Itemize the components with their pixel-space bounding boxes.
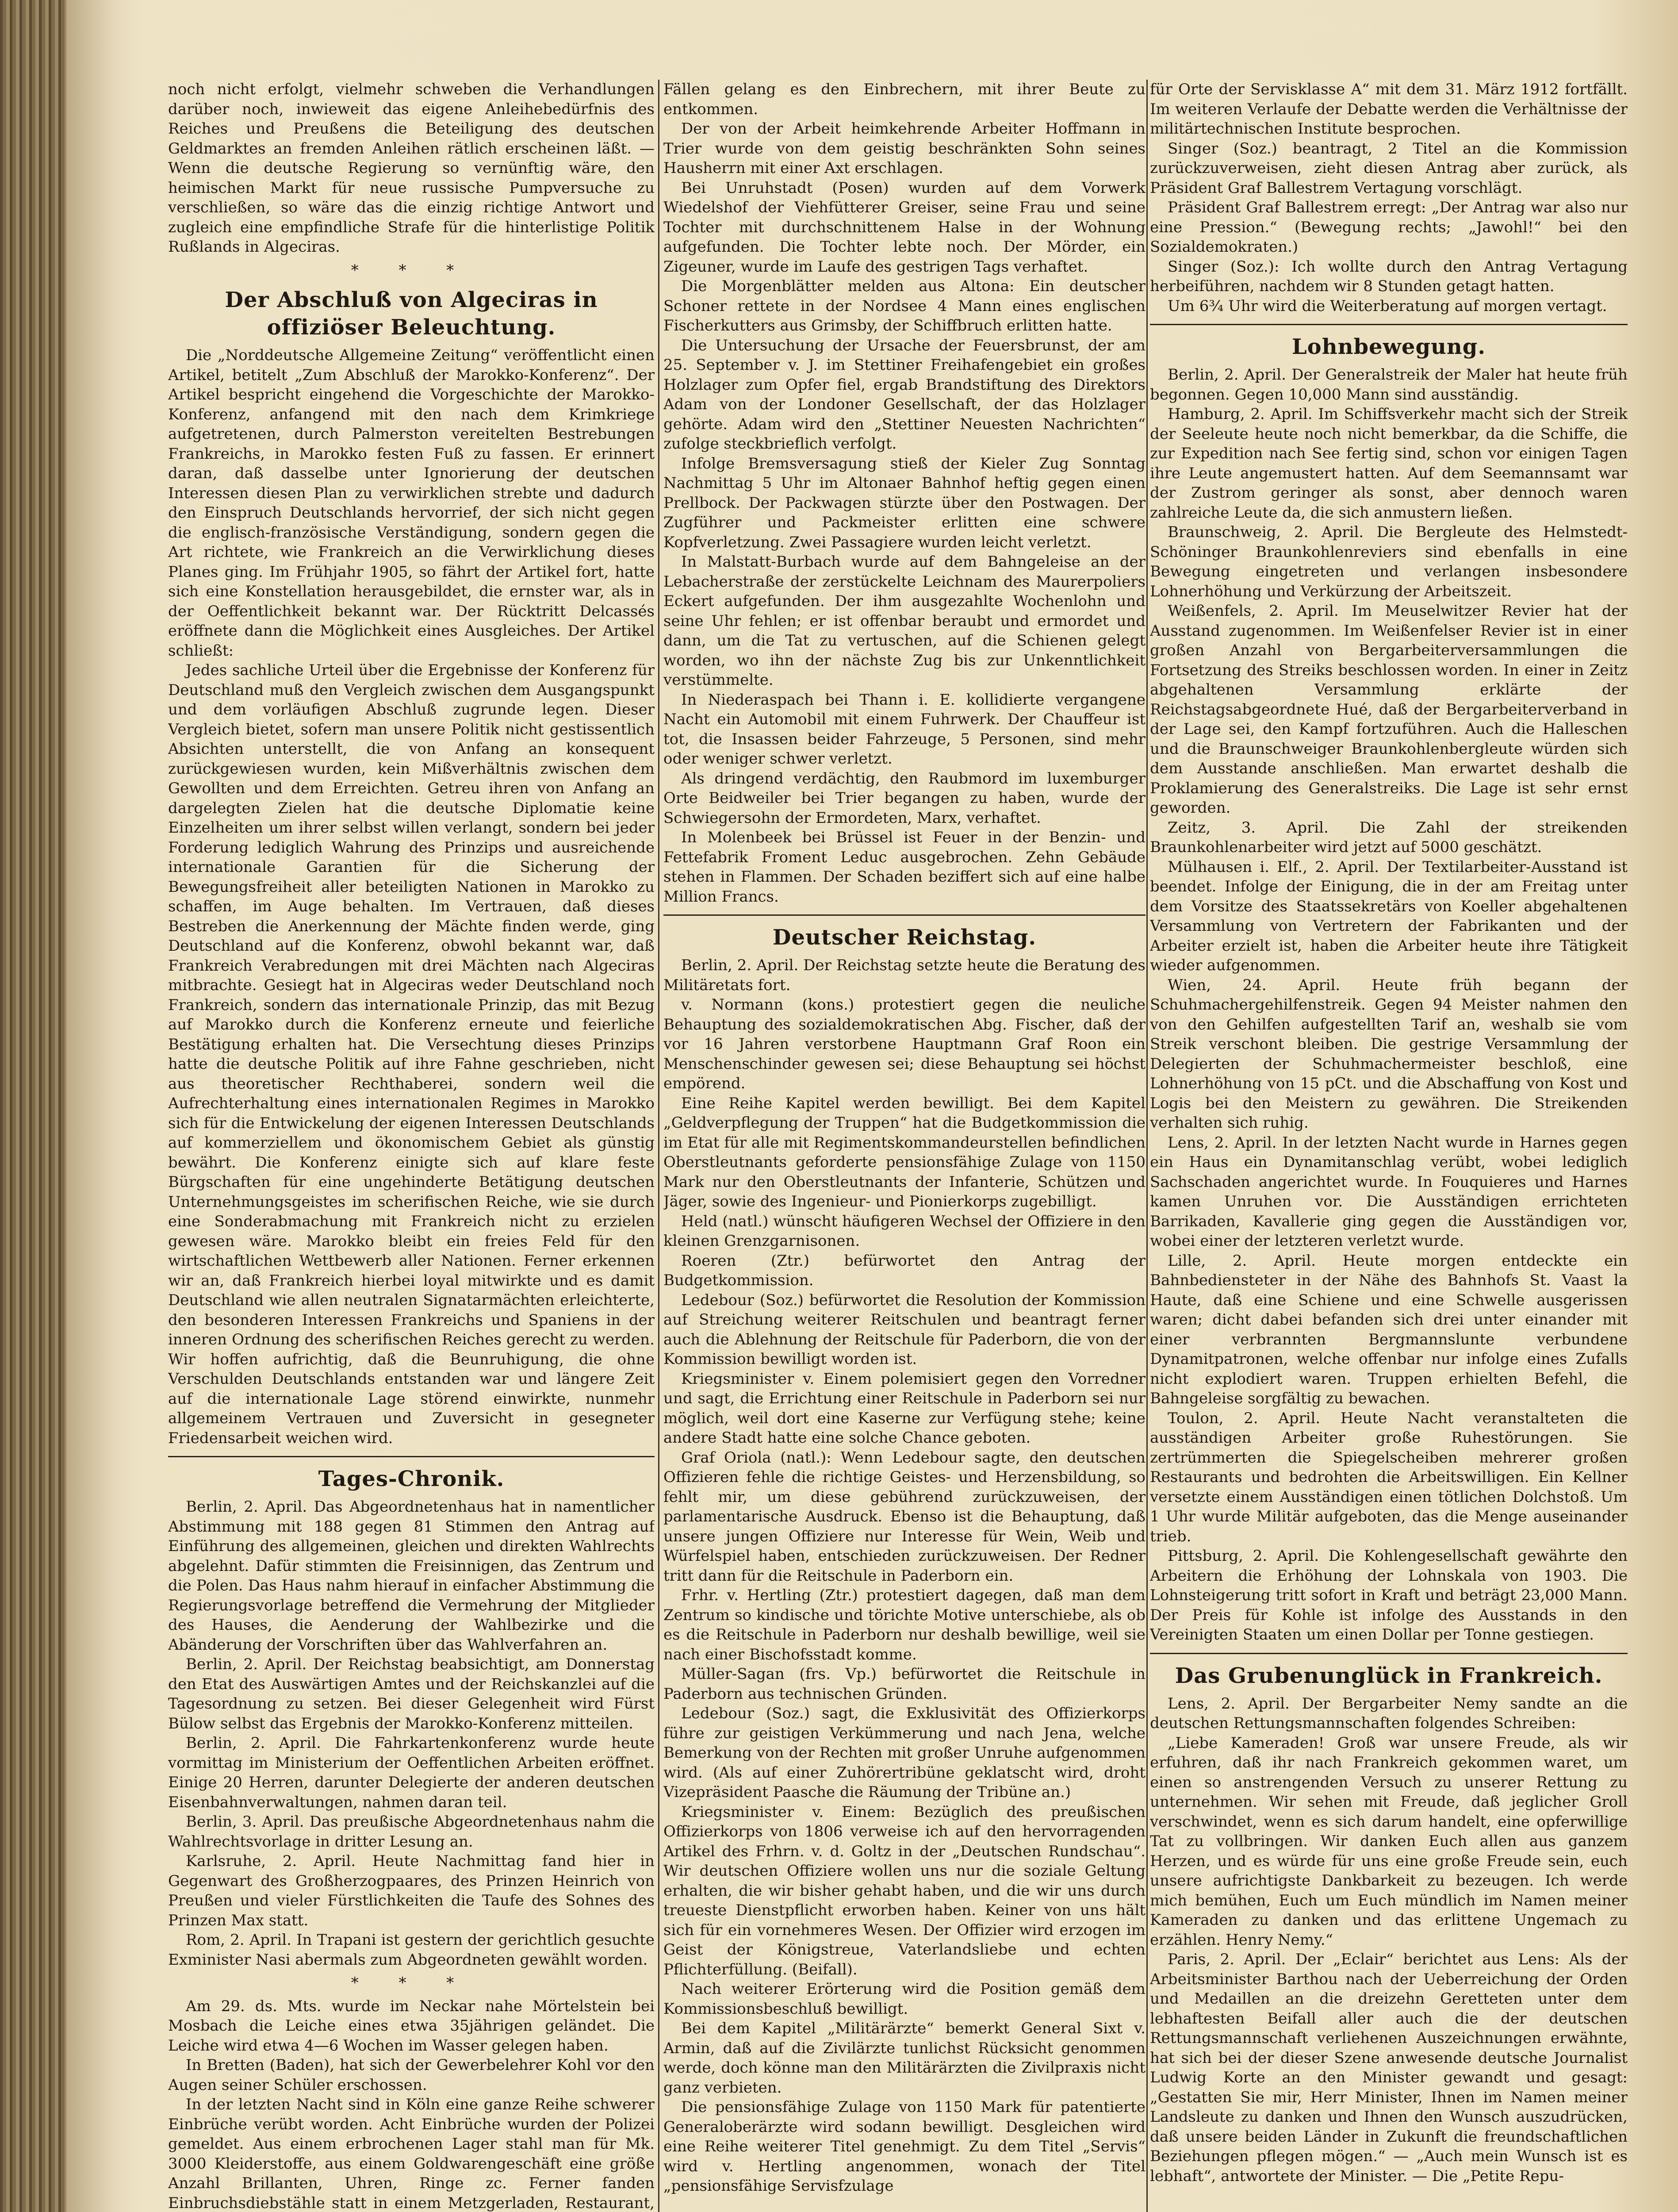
text-paragraph: Paris, 2. April. Der „Eclair“ berichtet aus Lens: Als der Arbeitsminister Barthou nach der Ueberreichung der Orden und Medaillen an die dreizehn Geretteten unter dem lebhaftesten Beifall aller auch die der deutschen Rettungsmannschaft verliehenen Auszeichnungen erwähnte, hat sich bei der dieser Szene anwesende deutsche Journalist Ludwig Korte an den Minister gewandt und gesagt: „Gestatten Sie mir, Herr Minister, Ihnen im Namen meiner Landsleute zu danken und Ihnen den Wunsch auszudrücken, daß unsere beiden Länder in Zukunft die freundschaftlichen Beziehungen pflegen mögen.“ — „Auch mein Wunsch ist es lebhaft“, antwortete der Minister. — Die „Petite Repu- bbox=[1150, 1951, 1628, 2185]
text-paragraph: Um 6¾ Uhr wird die Weiterberatung auf morgen vertagt. bbox=[1168, 297, 1607, 315]
text-paragraph: Karlsruhe, 2. April. Heute Nachmittag fand hier in Gegenwart des Großherzogpaares, des Prinzen Heinrich von Preußen und vieler Fürstlichkeiten die Taufe des Sohnes des Prinzen Max statt. bbox=[168, 1852, 655, 1929]
column-rule bbox=[658, 80, 659, 2212]
text-paragraph: In Molenbeek bei Brüssel ist Feuer in der Benzin- und Fettefabrik Froment Leduc ausgebrochen. Zehn Gebäude stehen in Flammen. Der Schaden beziffert sich auf eine halbe Million Francs. bbox=[663, 829, 1145, 906]
text-paragraph: für Orte der Servisklasse A“ mit dem 31. März 1912 fortfällt. Im weiteren Verlaufe der Debatte werden die Verhältnisse der militärtechnischen Institute besprochen. bbox=[1150, 81, 1628, 138]
rule bbox=[1150, 324, 1628, 325]
text-paragraph: In Bretten (Baden), hat sich der Gewerbelehrer Kohl vor den Augen seiner Schüler erschossen. bbox=[168, 2056, 655, 2094]
book-binding bbox=[0, 0, 66, 2212]
text-paragraph: Berlin, 2. April. Der Generalstreik der Maler hat heute früh begonnen. Gegen 10,000 Mann sind ausständig. bbox=[1150, 366, 1628, 403]
text-paragraph: Die pensionsfähige Zulage von 1150 Mark für patentierte Generaloberärzte wird sodann bewilligt. Desgleichen wird eine Reihe weiterer Titel genehmigt. Zu dem Titel „Servis“ wird v. Hertling angenommen, wonach der Titel „pensionsfähige Servisfzulage bbox=[663, 2098, 1145, 2195]
separator-stars: * * * bbox=[351, 1974, 472, 1992]
section-heading: Lohnbewegung. bbox=[1291, 334, 1486, 359]
text-paragraph: In Malstatt-Burbach wurde auf dem Bahngeleise an der Lebacherstraße der zerstückelte Leichnam des Maurerpoliers Eckert aufgefunden. Der ihm ausgezahlte Wochenlohn und seine Uhr fehlen; er ist offenbar beraubt und ermordet und dann, um die Tat zu vertuschen, auf die Schienen gelegt worden, wo ihn der nächste Zug bis zur Unkenntlichkeit verstümmelte. bbox=[663, 553, 1145, 689]
text-paragraph: Präsident Graf Ballestrem erregt: „Der Antrag war also nur eine Pression.“ (Bewegung rechts; „Jawohl!“ bei den Sozialdemokraten.) bbox=[1150, 199, 1628, 256]
text-paragraph: Ledebour (Soz.) befürwortet die Resolution der Kommission auf Streichung weiterer Reitschulen und beantragt ferner auch die Ablehnung der Reitschule für Paderborn, die von der Kommission bewilligt worden ist. bbox=[663, 1291, 1145, 1368]
text-paragraph: Singer (Soz.): Ich wollte durch den Antrag Vertagung herbeiführen, nachdem wir 8 Stunden getagt hatten. bbox=[1150, 257, 1628, 295]
text-paragraph: Lille, 2. April. Heute morgen entdeckte ein Bahnbediensteter in der Nähe des Bahnhofs St. Vaast la Haute, daß eine Schiene und eine Schwelle ausgerissen waren; dicht dabei befanden sich drei unter einander mit einer verbrannten Bergmannslunte verbundene Dynamitpatronen, welche offenbar nur infolge eines Zufalls nicht explodiert waren. Truppen erhielten Befehl, die Bahngeleise sorgfältig zu bewachen. bbox=[1150, 1252, 1628, 1407]
rule bbox=[663, 914, 1145, 916]
text-paragraph: Die Morgenblätter melden aus Altona: Ein deutscher Schoner rettete in der Nordsee 4 Mann eines englischen Fischerkutters aus Grimsby, der Schiffbruch erlitten hatte. bbox=[663, 277, 1145, 334]
text-paragraph: Braunschweig, 2. April. Die Bergleute des Helmstedt-Schöninger Braunkohlenreviers sind ebenfalls in eine Bewegung eingetreten und verlangen insbesondere Lohnerhöhung und Verkürzung der Arbeitszeit. bbox=[1150, 523, 1628, 600]
text-paragraph: Rom, 2. April. In Trapani ist gestern der gerichtlich gesuchte Exminister Nasi abermals zum Abgeordneten gewählt worden. bbox=[168, 1931, 655, 1969]
text-paragraph: Singer (Soz.) beantragt, 2 Titel an die Kommission zurückzuverweisen, zieht diesen Antrag aber zurück, als Präsident Graf Ballestrem Vertagung vorschlägt. bbox=[1150, 139, 1628, 197]
text-paragraph: Frhr. v. Hertling (Ztr.) protestiert dagegen, daß man dem Zentrum so kindische und törichte Motive unterschiebe, als ob es die Reitschule in Paderborn nur deshalb bewillige, weil sie nach einer Bischofsstadt komme. bbox=[663, 1586, 1145, 1663]
text-paragraph: Am 29. ds. Mts. wurde im Neckar nahe Mörtelstein bei Mosbach die Leiche eines etwa 35jährigen geländet. Die Leiche wird etwa 4—6 Wochen im Wasser gelegen haben. bbox=[168, 1997, 655, 2055]
column-3 bbox=[1150, 80, 1628, 2186]
text-paragraph: Müller-Sagan (frs. Vp.) befürwortet die Reitschule in Paderborn aus technischen Gründen. bbox=[663, 1665, 1145, 1703]
text-paragraph: Ledebour (Soz.) sagt, die Exklusivität des Offizierkorps führe zur geistigen Verkümmerung und nach Jena, welche Bemerkung von der Rechten mit großer Unruhe aufgenommen wird. (Als auf einer Zuhörertribüne geklatscht wird, droht Vizepräsident Paasche die Räumung der Tribüne an.) bbox=[663, 1705, 1145, 1801]
text-paragraph: Lens, 2. April. In der letzten Nacht wurde in Harnes gegen ein Haus ein Dynamitanschlag verübt, wobei lediglich Sachschaden angerichtet wurde. In Fouquieres und Harnes kamen Unruhen vor. Die Ausständigen errichteten Barrikaden, Kavallerie ging gegen die Ausständigen vor, wobei einer der letzteren verletzt wurde. bbox=[1150, 1133, 1628, 1250]
column-1 bbox=[168, 80, 655, 2212]
text-paragraph: Als dringend verdächtig, den Raubmord im luxemburger Orte Beidweiler bei Trier begangen zu haben, wurde der Schwiegersohn der Ermordeten, Marx, verhaftet. bbox=[663, 769, 1145, 827]
rule bbox=[1150, 1653, 1628, 1654]
text-paragraph: Hamburg, 2. April. Im Schiffsverkehr macht sich der Streik der Seeleute heute noch nicht bemerkbar, da die Schiffe, die zur Expedition nach See fertig sind, schon vor einigen Tagen ihre Leute angemustert hatten. Auf dem Seemannsamt war der Zustrom geringer als sonst, aber dennoch waren zahlreiche Leute da, die sich anmustern ließen. bbox=[1150, 405, 1628, 522]
text-paragraph: Roeren (Ztr.) befürwortet den Antrag der Budgetkommission. bbox=[663, 1252, 1145, 1289]
rule bbox=[168, 1456, 655, 1457]
column-rule bbox=[1146, 80, 1148, 2212]
text-paragraph: Pittsburg, 2. April. Die Kohlengesellschaft gewährte den Arbeitern die Erhöhung der Lohnskala von 1903. Die Lohnsteigerung tritt sofort in Kraft und beträgt 23,000 Mann. Der Preis für Kohle ist infolge des Ausstands in den Vereinigten Staaten um einen Dollar per Tonne gestiegen. bbox=[1150, 1547, 1628, 1644]
text-paragraph: Die Untersuchung der Ursache der Feuersbrunst, der am 25. September v. J. im Stettiner Freihafengebiet ein großes Holzlager zum Opfer fiel, ergab Brandstiftung des Direktors Adam von der Londoner Gesellschaft, der das Holzlager gehörte. Adam wird den „Stettiner Neuesten Nachrichten“ zufolge steckbrieflich verfolgt. bbox=[663, 336, 1145, 453]
separator-stars: * * * bbox=[351, 261, 472, 279]
text-paragraph: Zeitz, 3. April. Die Zahl der streikenden Braunkohlenarbeiter wird jetzt auf 5000 geschätzt. bbox=[1150, 818, 1628, 856]
text-paragraph: Kriegsminister v. Einem polemisiert gegen den Vorredner und sagt, die Errichtung einer Reitschule in Paderborn sei nur möglich, weil dort eine Kaserne zur Verfügung stehe; keine andere Stadt hatte eine solche Chance geboten. bbox=[663, 1370, 1145, 1447]
column-2 bbox=[663, 80, 1145, 2196]
text-paragraph: Fällen gelang es den Einbrechern, mit ihrer Beute zu entkommen. bbox=[663, 81, 1145, 118]
text-paragraph: Berlin, 2. April. Das Abgeordnetenhaus hat in namentlicher Abstimmung mit 188 gegen 81 Stimmen den Antrag auf Einführung des allgemeinen, gleichen und direkten Wahlrechts abgelehnt. Dafür stimmten die Freisinnigen, das Zentrum und die Polen. Das Haus nahm hierauf in einfacher Abstimmung die Regierungsvorlage betreffend die Vermehrung der Mitglieder des Hauses, die Aenderung der Wahlbezirke und die Abänderung der Vorschriften über das Wahlverfahren an. bbox=[168, 1498, 655, 1654]
text-paragraph: Jedes sachliche Urteil über die Ergebnisse der Konferenz für Deutschland muß den Vergleich zwischen dem Ausgangspunkt und dem vorläufigen Abschluß zugrunde legen. Dieser Vergleich bietet, sofern man unsere Politik nicht gestissentlich Absichten unterstellt, die von Anfang an konsequent zurückgewiesen wurden, kein Mißverhältnis zwischen dem Gewollten und dem Erreichten. Getreu ihren von Anfang an dargelegten Zielen hat die deutsche Diplomatie keine Einzelheiten um ihrer selbst willen verlangt, sondern bei jeder Forderung lediglich Wahrung des Prinzips und ausreichende internationale Garantien für die Sicherung der Bewegungsfreiheit aller beteiligten Nationen in Marokko zu schaffen, im Auge behalten. Im Vertrauen, daß dieses Bestreben die Anerkennung der Mächte finden werde, ging Deutschland auf die Konferenz, obwohl bekannt war, daß Frankreich Verabredungen mit drei Mächten nach Algeciras mitbrachte. Gesiegt hat in Algeciras weder Deutschland noch Frankreich, sondern das internationale Prinzip, das mit Bezug auf Marokko durch die Konferenz erneute und feierliche Bestätigung erhalten hat. Die Versechtung dieses Prinzips hatte die deutsche Politik auf ihre Fahne geschrieben, nicht aus theoretischer Rechthaberei, sondern weil die Aufrechterhaltung eines internationalen Regimes in Marokko sich für die Entwickelung der eigenen Interessen Deutschlands auf kommerziellem und ökonomischem Gebiet als günstig bewährt. Die Konferenz einigte sich auf klare feste Bürgschaften für eine ungehinderte Betätigung deutschen Unternehmungsgeistes im scherifischen Reiche, wie sie durch eine Sonderabmachung mit Frankreich nicht zu erzielen gewesen wäre. Marokko bleibt ein freies Feld für den wirtschaftlichen Wettbewerb aller Nationen. Ferner erkennen wir an, daß Frankreich hierbei loyal mitwirkte und es damit Deutschland wie allen neutralen Signatarmächten erleichterte, den besonderen Interessen Frankreichs und Spaniens in der inneren Ordnung des scherifischen Reiches gerecht zu werden. Wir hoffen aufrichtig, daß die Beunruhigung, die ohne Verschulden Deutschlands entstanden war und längere Zeit auf die internationale Lage störend einwirkte, nunmehr allgemeinem Vertrauen und Zuversicht in gesegneter Friedensarbeit weichen wird. bbox=[168, 661, 655, 1447]
text-paragraph: Berlin, 3. April. Das preußische Abgeordnetenhaus nahm die Wahlrechtsvorlage in dritter Lesung an. bbox=[168, 1813, 655, 1851]
text-paragraph: v. Normann (kons.) protestiert gegen die neuliche Behauptung des sozialdemokratischen Abg. Fischer, daß der vor 16 Jahren verstorbene Hauptmann Graf Roon ein Menschenschinder gewesen sei; diese Behauptung sei höchst empörend. bbox=[663, 996, 1145, 1092]
text-paragraph: Held (natl.) wünscht häufigeren Wechsel der Offiziere in den kleinen Grenzgarnisonen. bbox=[663, 1212, 1145, 1250]
text-paragraph: Kriegsminister v. Einem: Bezüglich des preußischen Offizierkorps von 1806 verweise ich auf den hervorragenden Artikel des Frhrn. v. d. Goltz in der „Deutschen Rundschau“. Wir deutschen Offiziere wollen uns nur die soziale Geltung erhalten, die wir bisher gehabt haben, und die wir uns durch treueste Dienstpflicht erworben haben. Keiner von uns hält sich für ein vornehmeres Wesen. Der Offizier wird erzogen im Geist der Königstreue, Vaterlandsliebe und echten Pflichterfüllung. (Beifall). bbox=[663, 1803, 1145, 1978]
text-paragraph: Mülhausen i. Elf., 2. April. Der Textilarbeiter-Ausstand ist beendet. Infolge der Einigung, die in der am Freitag unter dem Vorsitze des Staatssekretärs von Koeller abgehaltenen Versammlung von Vertretern der Fabrikanten und der Arbeiter erzielt ist, haben die Arbeiter heute ihre Tätigkeit wieder aufgenommen. bbox=[1150, 858, 1628, 974]
text-paragraph: Berlin, 2. April. Der Reichstag beabsichtigt, am Donnerstag den Etat des Auswärtigen Amtes und der Reichskanzlei auf die Tagesordnung zu setzen. Bei dieser Gelegenheit wird Fürst Bülow selbst das Ergebnis der Marokko-Konferenz mitteilen. bbox=[168, 1655, 655, 1732]
text-paragraph: Der von der Arbeit heimkehrende Arbeiter Hoffmann in Trier wurde von dem geistig beschränkten Sohn seines Hausherrn mit einer Axt erschlagen. bbox=[663, 120, 1145, 177]
text-paragraph: Berlin, 2. April. Die Fahrkartenkonferenz wurde heute vormittag im Ministerium der Oeffentlichen Arbeiten eröffnet. Einige 20 Herren, darunter Delegierte der anderen deutschen Eisenbahnverwaltungen, nahmen daran teil. bbox=[168, 1734, 655, 1811]
text-paragraph: Lens, 2. April. Der Bergarbeiter Nemy sandte an die deutschen Rettungsmannschaften folgendes Schreiben: bbox=[1150, 1694, 1628, 1732]
text-paragraph: Graf Oriola (natl.): Wenn Ledebour sagte, den deutschen Offizieren fehle die richtige Geistes- und Herzensbildung, so fehlt mir, um diese gebührend zurückzuweisen, der parlamentarische Ausdruck. Ebenso ist die Behauptung, daß unsere jungen Offiziere nur Interesse für Wein, Weib und Würfelspiel haben, entschieden zurückzuweisen. Der Redner tritt dann für die Reitschule in Paderborn ein. bbox=[663, 1448, 1145, 1585]
text-paragraph: „Liebe Kameraden! Groß war unsere Freude, als wir erfuhren, daß ihr nach Frankreich gekommen waret, um einen so anstrengenden Versuch zu unserer Rettung zu unternehmen. Wir sehen mit Freude, daß jeglicher Groll verschwindet, wenn es sich darum handelt, eine opferwillige Tat zu vollbringen. Wir danken Euch allen aus ganzem Herzen, und es würde für uns eine große Freude sein, euch unsere aufrichtigste Dankbarkeit zu bezeugen. Ich werde mich bemühen, Euch um Euch mündlich im Namen meiner Kameraden zu danken und das erlittene Ungemach zu erzählen. Henry Nemy.“ bbox=[1150, 1734, 1628, 1949]
article-heading: Der Abschluß von Algeciras in offiziöser Beleuchtung. bbox=[225, 288, 598, 340]
text-paragraph: Infolge Bremsversagung stieß der Kieler Zug Sonntag Nachmittag 5 Uhr im Altonaer Bahnhof heftig gegen einen Prellbock. Der Packwagen stürzte über den Postwagen. Der Zugführer und Packmeister erlitten eine schwere Kopfverletzung. Zwei Passagiere wurden leicht verletzt. bbox=[663, 454, 1145, 551]
text-paragraph: Nach weiterer Erörterung wird die Position gemäß dem Kommissionsbeschluß bewilligt. bbox=[663, 1980, 1145, 2018]
text-paragraph: Bei dem Kapitel „Militärärzte“ bemerkt General Sixt v. Armin, daß auf die Zivilärzte tunlichst Rücksicht genommen werde, doch könne man den Militärärzten die Zivilpraxis nicht ganz verbieten. bbox=[663, 2020, 1145, 2097]
text-paragraph: Wien, 24. April. Heute früh begann der Schuhmachergehilfenstreik. Gegen 94 Meister nahmen den von den Gehilfen aufgestellten Tarif an, weshalb sie vom Streik verschont bleiben. Die gestrige Versammlung der Delegierten der Schuhmachermeister beschloß, eine Lohnerhöhung von 15 pCt. und die Abschaffung von Kost und Logis bei den Meistern zu gewähren. Die Streikenden verhalten sich ruhig. bbox=[1150, 976, 1628, 1132]
text-paragraph: noch nicht erfolgt, vielmehr schweben die Verhandlungen darüber noch, inwieweit das eigene Anleihebedürfnis des Reiches und Preußens die Beteiligung des deutschen Geldmarktes an fremden Anleihen rätlich erscheinen läßt. — Wenn die deutsche Regierung so vernünftig wäre, den heimischen Markt für neue russische Pumpversuche zu verschließen, so wäre das die einzig richtige Antwort und zugleich eine empfindliche Strafe für die hinterlistige Politik Rußlands in Algeciras. bbox=[168, 81, 655, 256]
text-paragraph: Eine Reihe Kapitel werden bewilligt. Bei dem Kapitel „Geldverpflegung der Truppen“ hat die Budgetkommission die im Etat für alle mit Regimentskommandeurstellen befindlichen Oberstleutnants geforderte pensionsfähige Zulage von 1150 Mark nur den Oberstleutnants der Infanterie, Schützen und Jäger, sowie des Ingenieur- und Pionierkorps zugebilligt. bbox=[663, 1094, 1145, 1210]
section-heading: Das Grubenunglück in Frankreich. bbox=[1175, 1663, 1603, 1688]
section-heading: Tages-Chronik. bbox=[318, 1467, 505, 1491]
text-paragraph: In der letzten Nacht sind in Köln eine ganze Reihe schwerer Einbrüche verübt worden. Acht Einbrüche wurden der Polizei gemeldet. Aus einem erbrochenen Lager stahl man für Mk. 3000 Kleiderstoffe, aus einem Goldwarengeschäft eine größe Anzahl Brillanten, Uhren, Ringe zc. Ferner fanden Einbruchsdiebstähle statt in einem Metzgerladen, Restaurant, bbox=[168, 2096, 655, 2212]
text-paragraph: Berlin, 2. April. Der Reichstag setzte heute die Beratung des Militäretats fort. bbox=[663, 956, 1145, 994]
text-paragraph: In Niederaspach bei Thann i. E. kollidierte vergangene Nacht ein Automobil mit einem Fuhrwerk. Der Chauffeur ist tot, die Insassen beider Fahrzeuge, 5 Personen, sind mehr oder weniger schwer verletzt. bbox=[663, 691, 1145, 768]
text-paragraph: Weißenfels, 2. April. Im Meuselwitzer Revier hat der Ausstand zugenommen. Im Weißenfelser Revier ist in einer großen Anzahl von Bergarbeiterversammlungen die Fortsetzung des Streiks beschlossen worden. In einer in Zeitz abgehaltenen Versammlung erklärte der Reichstagsabgeordnete Hué, daß der Bergarbeiterverband in der Lage sei, den Kampf fortzuführen. Auch die Halleschen und die Braunschweiger Braunkohlenbergleute würden sich dem Ausstande anschließen. Man erwartet deshalb die Proklamierung des Generalstreiks. Die Lage ist sehr ernst geworden. bbox=[1150, 602, 1628, 817]
section-heading: Deutscher Reichstag. bbox=[772, 925, 1037, 950]
text-paragraph: Bei Unruhstadt (Posen) wurden auf dem Vorwerk Wiedelshof der Viehfütterer Greiser, seine Frau und seine Tochter mit durchschnittenem Halse in der Wohnung aufgefunden. Die Tochter lebte noch. Der Mörder, ein Zigeuner, wurde im Laufe des gestrigen Tags verhaftet. bbox=[663, 179, 1145, 276]
text-paragraph: Toulon, 2. April. Heute Nacht veranstalteten die ausständigen Arbeiter große Ruhestörungen. Sie zertrümmerten die Spiegelscheiben mehrerer großen Restaurants und bedrohten die Arbeitswilligen. Ein Kellner versetzte einem Ausständigen einen tötlichen Dolchstoß. Um 1 Uhr wurde Militär aufgeboten, das die Menge auseinander trieb. bbox=[1150, 1409, 1628, 1545]
text-paragraph: Die „Norddeutsche Allgemeine Zeitung“ veröffentlicht einen Artikel, betitelt „Zum Abschluß der Marokko-Konferenz“. Der Artikel bespricht eingehend die Vorgeschichte der Marokko-Konferenz, anfangend mit den nach dem Krimkriege aufgetretenen, durch Palmerston vereitelten Bestrebungen Frankreichs, in Marokko festen Fuß zu fassen. Er erinnert daran, daß dasselbe unter Ignorierung der deutschen Interessen diesen Plan zu verwirklichen strebte und dadurch den Einspruch Deutschlands hervorrief, der sich nicht gegen die englisch-französische Verständigung, sondern gegen die Art richtete, wie Frankreich an die Verwirklichung dieses Planes ging. Im Frühjahr 1905, so fährt der Artikel fort, hatte sich eine Konstellation herausgebildet, die ernster war, als in der Oeffentlichkeit bekannt war. Der Rücktritt Delcassés eröffnete dann die Möglichkeit eines Ausgleiches. Der Artikel schließt: bbox=[168, 346, 655, 660]
